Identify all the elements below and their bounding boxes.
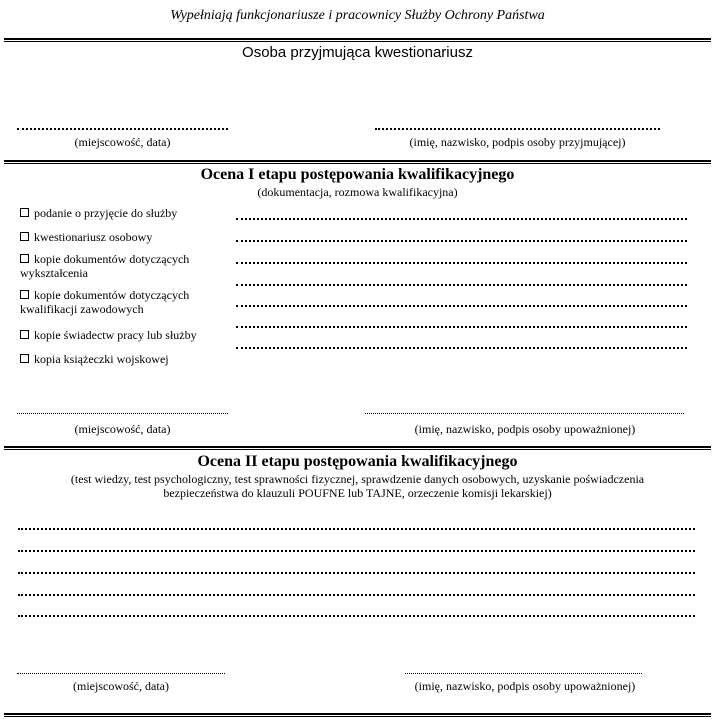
checkbox-icon[interactable]: [20, 254, 29, 263]
checklist-item-label-continued: kwalifikacji zawodowych: [20, 302, 144, 316]
stage1-notes-line[interactable]: [236, 347, 687, 349]
stage2-subtitle-line2: bezpieczeństwa do klauzuli POUFNE lub TAJNE, orzeczenie komisji lekarskiej): [163, 486, 552, 500]
checklist-item[interactable]: [20, 328, 225, 342]
stage1-notes-line[interactable]: [236, 326, 687, 328]
checklist-item-label: kopie świadectw pracy lub służby: [34, 328, 197, 342]
checkbox-icon[interactable]: [20, 354, 29, 363]
section-divider: [4, 160, 711, 164]
section-divider: [4, 446, 711, 450]
stage1-notes-line[interactable]: [236, 305, 687, 307]
receiver-section-title: Osoba przyjmująca kwestionariusz: [242, 44, 473, 61]
checkbox-icon[interactable]: [20, 208, 29, 217]
checkbox-icon[interactable]: [20, 290, 29, 299]
place-date-caption: (miejscowość, data): [73, 679, 169, 693]
stage1-notes-line[interactable]: [236, 262, 687, 264]
stage1-notes-line[interactable]: [236, 218, 687, 220]
stage2-notes-line[interactable]: [18, 615, 695, 617]
checklist-item[interactable]: [20, 288, 225, 316]
place-date-field[interactable]: [17, 128, 228, 130]
place-date-field[interactable]: [17, 673, 225, 674]
checklist-item[interactable]: [20, 230, 225, 244]
stage1-notes-line[interactable]: [236, 284, 687, 286]
place-date-field[interactable]: [17, 413, 228, 414]
stage2-notes-line[interactable]: [18, 550, 695, 552]
stage1-title: Ocena I etapu postępowania kwalifikacyjnego: [200, 166, 515, 183]
checklist-item-label: kopie dokumentów dotyczących: [34, 252, 190, 266]
checklist-item[interactable]: [20, 352, 225, 366]
stage2-notes-line[interactable]: [18, 572, 695, 574]
stage1-subtitle: (dokumentacja, rozmowa kwalifikacyjna): [257, 185, 458, 199]
receiver-signature-field[interactable]: [375, 128, 660, 130]
checklist-item-label-continued: wykształcenia: [20, 266, 88, 280]
checklist-item[interactable]: [20, 252, 225, 280]
checklist-item-label: kopia książeczki wojskowej: [34, 352, 169, 366]
stage1-notes-line[interactable]: [236, 240, 687, 242]
place-date-caption: (miejscowość, data): [74, 135, 171, 149]
authorized-signature-caption: (imię, nazwisko, podpis osoby upoważnionej): [414, 422, 636, 436]
checklist-item-label: kwestionariusz osobowy: [34, 230, 153, 244]
stage2-subtitle-line1: (test wiedzy, test psychologiczny, test sprawności fizycznej, sprawdzenie danych osobowych, uzyskanie poświadczenia: [70, 472, 645, 486]
receiver-signature-caption: (imię, nazwisko, podpis osoby przyjmującej): [409, 135, 626, 149]
stage2-notes-line[interactable]: [18, 528, 695, 530]
checklist-item[interactable]: [20, 206, 225, 220]
place-date-caption: (miejscowość, data): [74, 422, 171, 436]
authorized-signature-field[interactable]: [365, 413, 684, 414]
section-divider: [4, 38, 711, 42]
checkbox-icon[interactable]: [20, 232, 29, 241]
checklist-item-label: kopie dokumentów dotyczących: [34, 288, 190, 302]
checkbox-icon[interactable]: [20, 330, 29, 339]
section-divider: [4, 713, 711, 717]
stage2-notes-line[interactable]: [18, 594, 695, 596]
authorized-signature-caption: (imię, nazwisko, podpis osoby upoważnionej): [414, 679, 636, 693]
checklist-item-label: podanie o przyjęcie do służby: [34, 206, 178, 220]
authorized-signature-field[interactable]: [405, 673, 642, 674]
form-header-note: Wypełniają funkcjonariusze i pracownicy Służby Ochrony Państwa: [170, 8, 545, 23]
stage2-title: Ocena II etapu postępowania kwalifikacyjnego: [197, 453, 518, 470]
